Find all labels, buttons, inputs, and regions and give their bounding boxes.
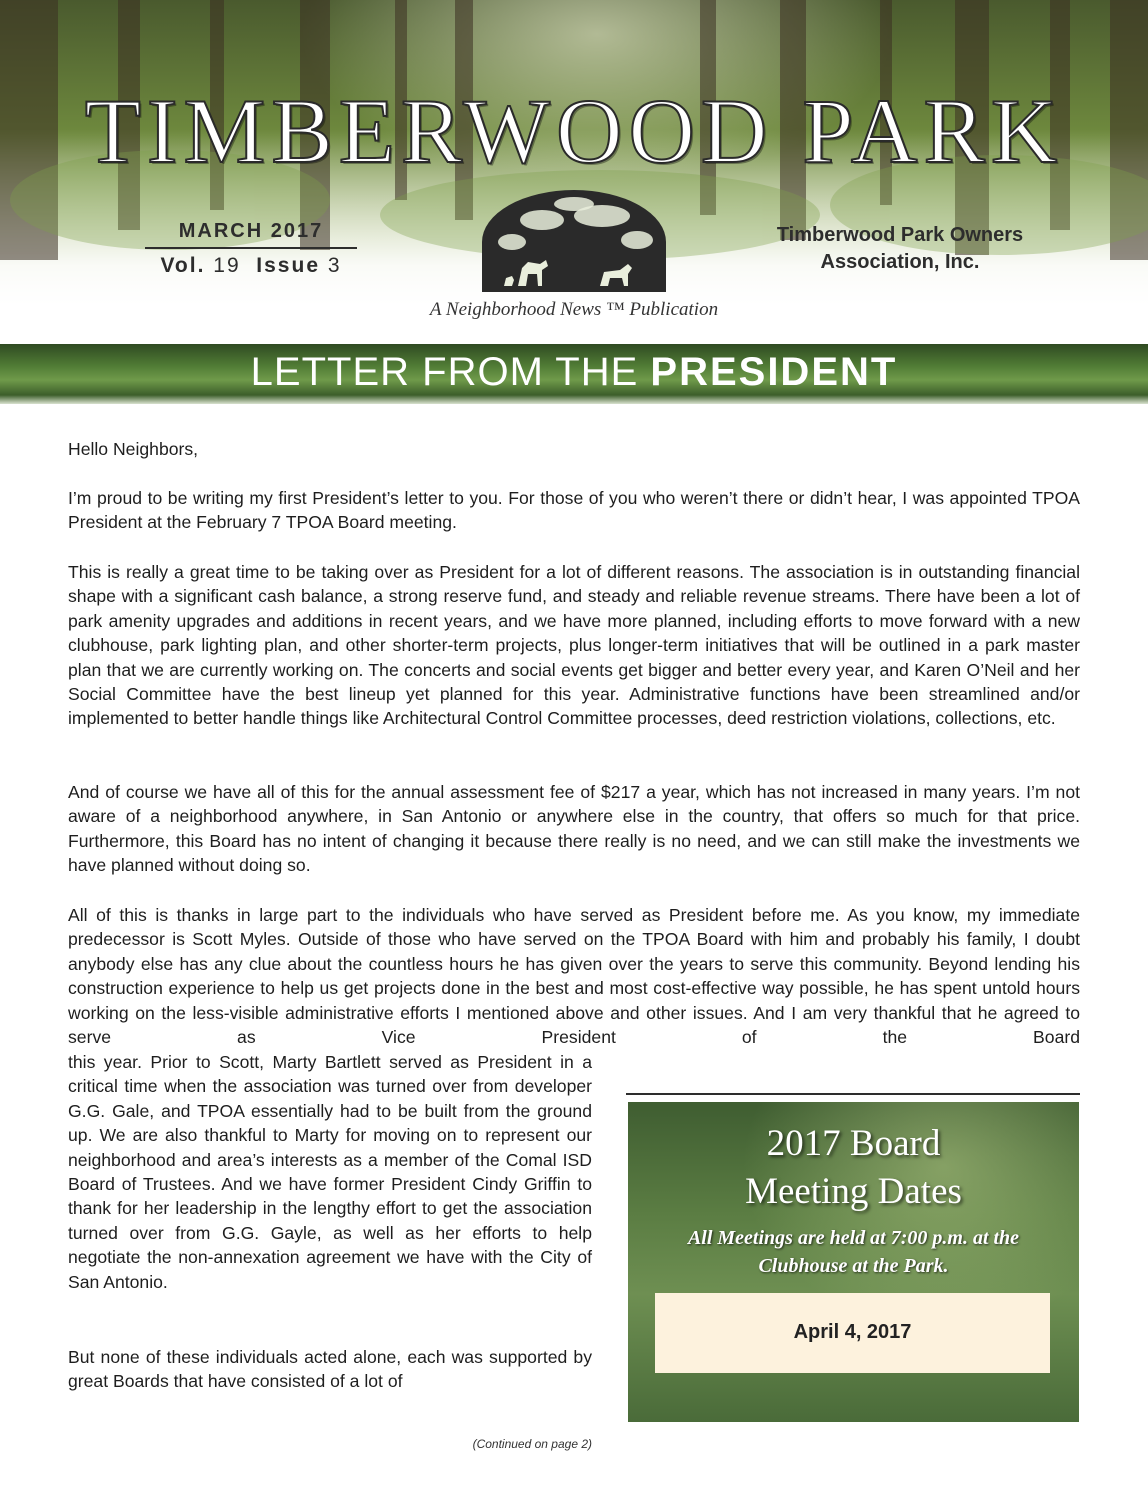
- meeting-dates-box: [628, 1102, 1079, 1422]
- meeting-dates-subtitle: All Meetings are held at 7:00 p.m. at the Clubhouse at the Park.: [687, 1227, 1020, 1277]
- sidebar-divider: [626, 1093, 1080, 1095]
- letter-paragraph-5: But none of these individuals acted alone, each was supported by great Boards that have consisted of a lot of: [68, 1347, 592, 1392]
- masthead: [0, 0, 1148, 340]
- letter-paragraph-4-continued: this year. Prior to Scott, Marty Bartlett served as President in a critical time when the association was turned over from developer G.G. Gale, and TPOA essentially had to be built from the ground up. We are also thankful to Marty for moving on to represent our neighborhood and area’s interests as a member of the Comal ISD Board of Trustees. And we have former President Cindy Griffin to thank for her leadership in the lengthy effort to get the association turned over from G.G. Gayle, as well as her efforts to help negotiate the non-annexation agreement we have with the City of San Antonio.: [68, 1052, 592, 1292]
- section-title-bold: PRESIDENT: [650, 350, 898, 394]
- oak-tree-logo-icon: [482, 190, 666, 292]
- issue-info: [145, 220, 357, 278]
- issue-month: MARCH 2017: [145, 220, 357, 249]
- masthead-title: TIMBERWOOD PARK: [84, 80, 1064, 182]
- letter-paragraph-3: And of course we have all of this for the annual assessment fee of $217 a year, which has not increased in many years. I’m not aware of a neighborhood anywhere, in San Antonio or anywhere else in the country, that offers so much for that price. Furthermore, this Board has no intent of changing it because there really is no need, and we can still make the investments we have planned without doing so.: [68, 782, 1080, 876]
- letter-paragraph-2: This is really a great time to be taking over as President for a lot of different reasons. The association is in outstanding financial shape with a significant cash balance, a strong reserve fund, and steady and reliable revenue streams. There have been a lot of park amenity upgrades and additions in recent years, and we have more planned, including efforts to move forward with a new clubhouse, park lighting plan, and other shorter-term projects, plus longer-term initiatives that will be outlined in a park master plan that we are currently working on. The concerts and social events get bigger and better every year, and Karen O’Neil and her Social Committee have the best lineup yet planned for this year. Administrative functions have been streamlined and/or implemented to better handle things like Architectural Control Committee processes, deed restriction violations, collections, etc.: [68, 562, 1080, 729]
- organization-name: [750, 222, 1050, 276]
- org-line-2: Association, Inc.: [820, 251, 980, 273]
- letter-paragraph-1: I’m proud to be writing my first President’s letter to you. For those of you who weren’t there or didn’t hear, I was appointed TPOA President at the February 7 TPOA Board meeting.: [68, 488, 1080, 533]
- publication-tagline: A Neighborhood News ™ Publication: [429, 299, 719, 320]
- vol-number: 19: [213, 254, 241, 277]
- vol-label: Vol.: [160, 254, 206, 277]
- letter-paragraph-4: All of this is thanks in large part to the individuals who have served as President before me. As you know, my immediate predecessor is Scott Myles. Outside of those who have served on the TPOA Board with him and probably his family, I doubt anybody else has any clue about the countless hours he has given over the years to serve this community. Beyond lending his construction experience to help us get projects done in the best and most cost-effective way possible, he has spent untold hours working on the less-visible administrative efforts I mentioned above and other issues. And I am very thankful that he agreed to serve as Vice President of the Board: [68, 905, 1080, 1048]
- volume-issue: [145, 249, 357, 278]
- org-line-1: Timberwood Park Owners: [776, 224, 1024, 246]
- meeting-date-card: [655, 1293, 1050, 1373]
- continued-note: (Continued on page 2): [472, 1437, 592, 1451]
- issue-label: Issue: [256, 254, 320, 277]
- issue-number: 3: [327, 254, 342, 277]
- section-title-light: LETTER FROM THE: [250, 350, 651, 394]
- letter-greeting: Hello Neighbors,: [68, 439, 199, 459]
- meeting-dates-title-line-2: Meeting Dates: [745, 1171, 962, 1212]
- meeting-dates-title-line-1: 2017 Board: [766, 1123, 941, 1164]
- meeting-date: April 4, 2017: [793, 1321, 912, 1343]
- meeting-dates-title: [628, 1120, 1079, 1216]
- section-title: [0, 350, 1148, 395]
